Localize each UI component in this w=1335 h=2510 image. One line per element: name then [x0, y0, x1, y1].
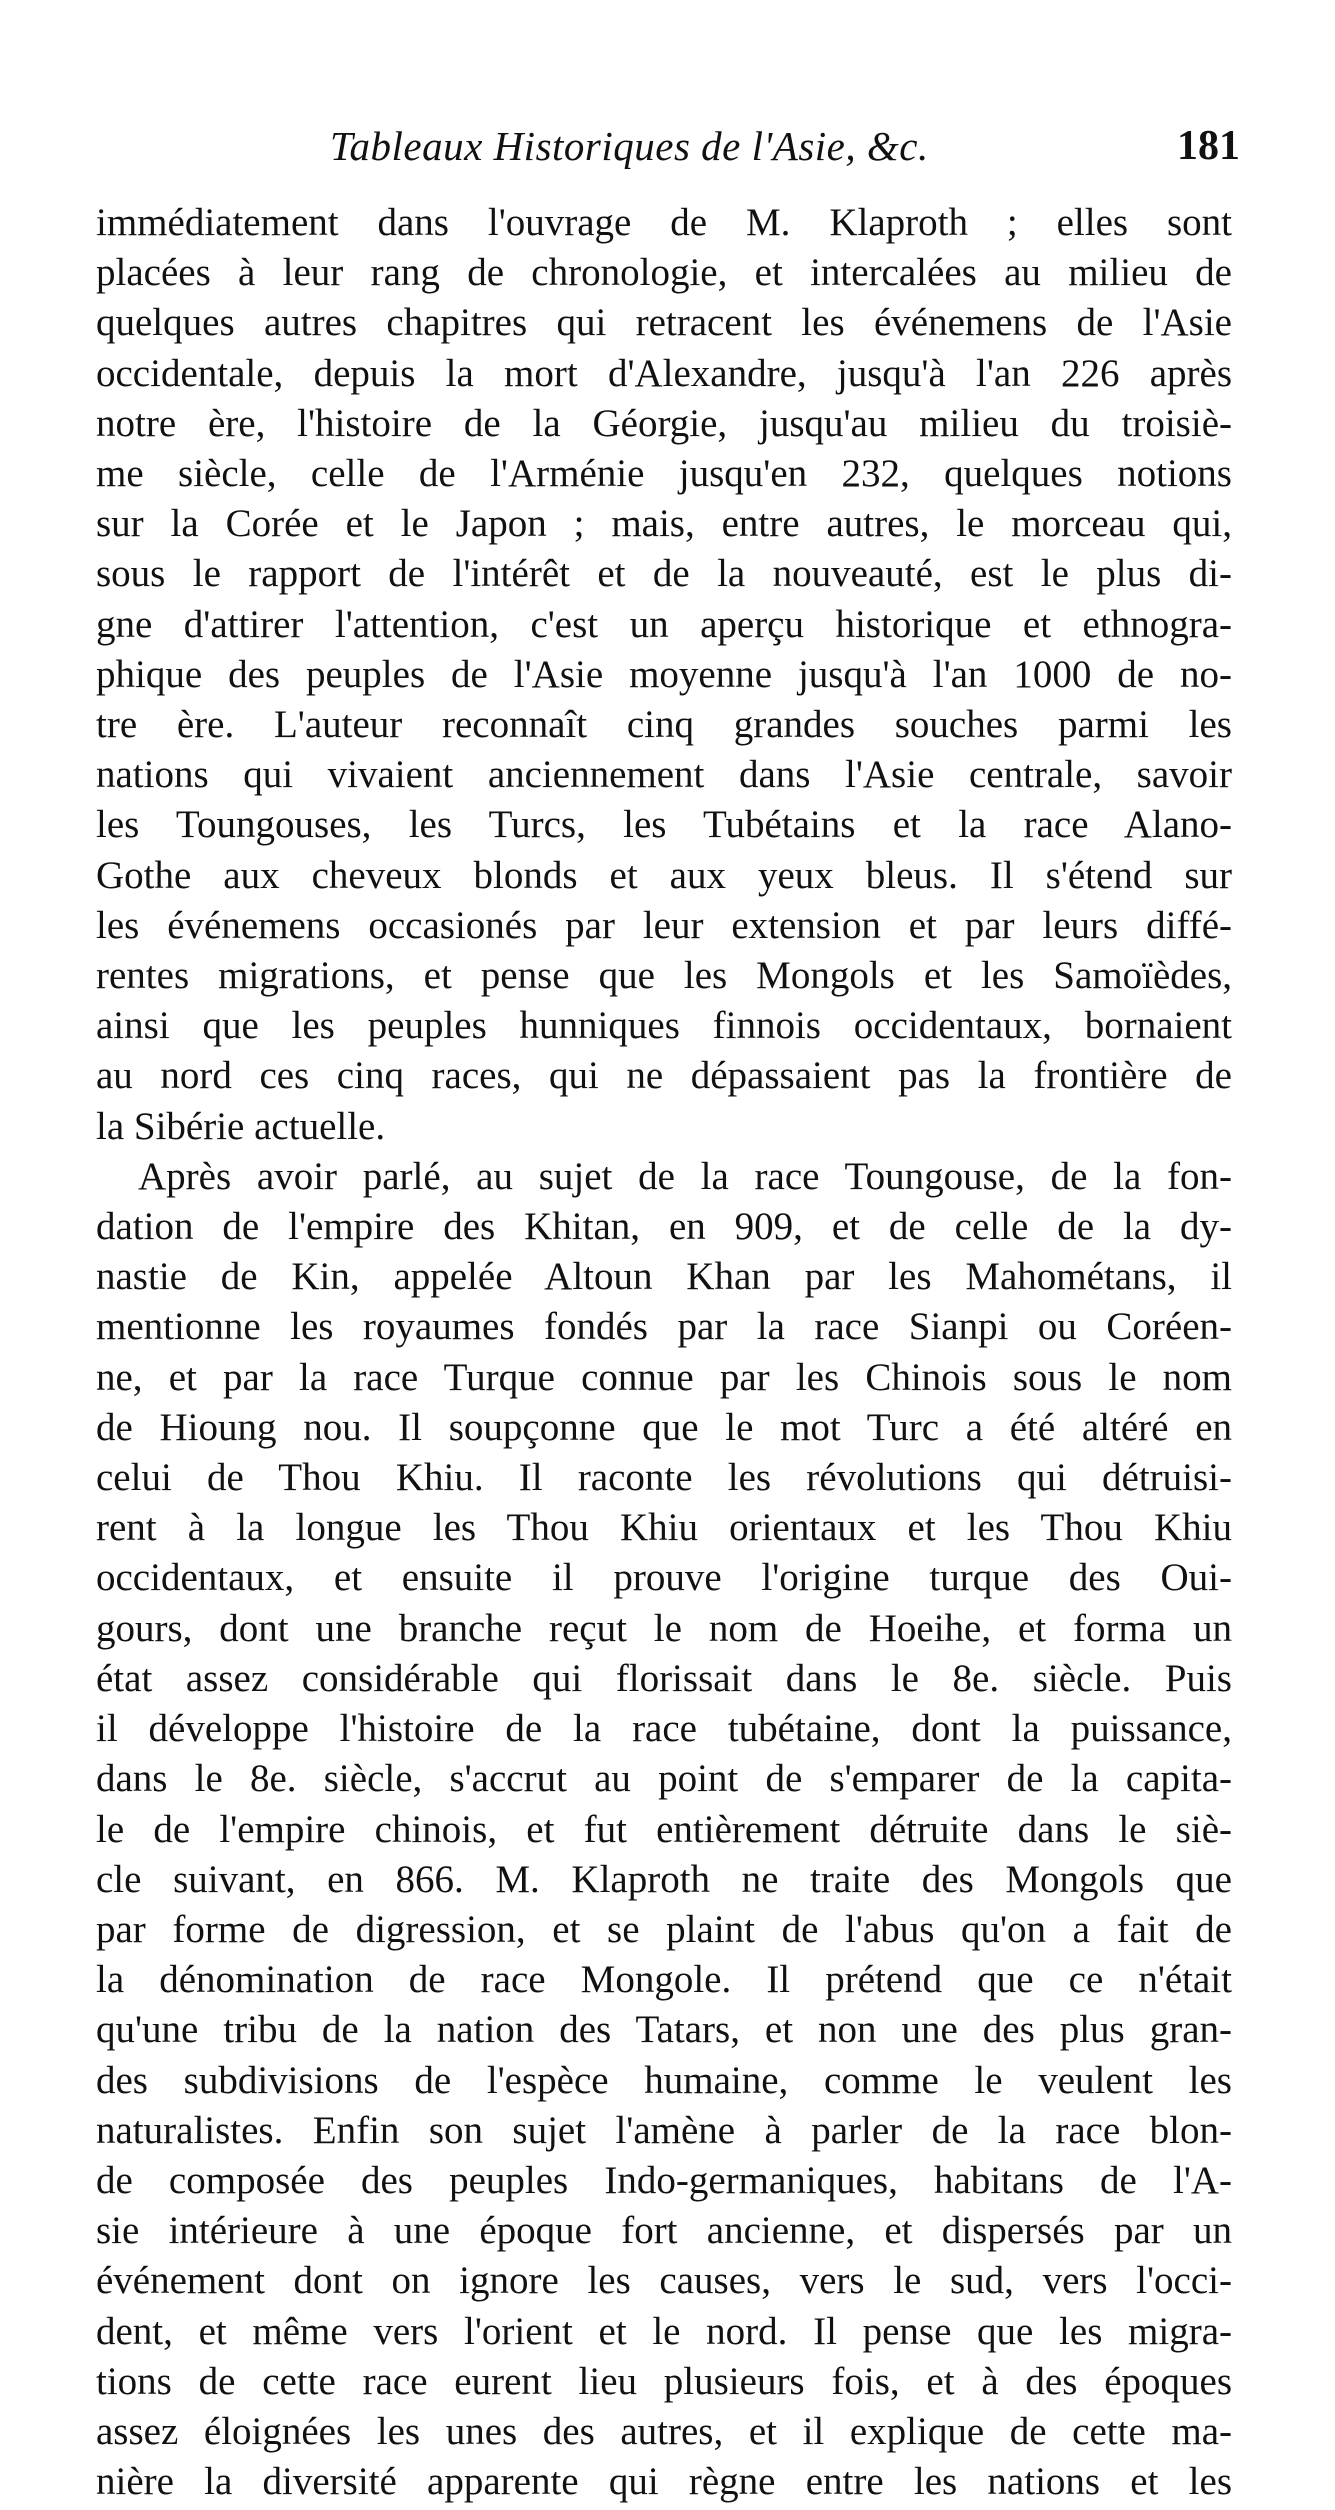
- text-line: nations qui vivaient anciennement dans l'Asie centrale, savoir: [96, 753, 1232, 797]
- text-line: il développe l'histoire de la race tubétaine, dont la puissance,: [96, 1707, 1232, 1751]
- text-line: dent, et même vers l'orient et le nord. Il pense que les migra-: [96, 2309, 1232, 2353]
- text-line: nière la diversité apparente qui règne entre les nations et les: [96, 2460, 1232, 2504]
- text-line: assez éloignées les unes des autres, et il explique de cette ma-: [96, 2409, 1232, 2453]
- text-line: les événemens occasionés par leur extension et par leurs diffé-: [96, 903, 1232, 947]
- text-line: sie intérieure à une époque fort ancienne, et dispersés par un: [96, 2209, 1232, 2253]
- text-line: placées à leur rang de chronologie, et intercalées au milieu de: [96, 251, 1232, 295]
- text-line: événement dont on ignore les causes, vers le sud, vers l'occi-: [96, 2259, 1232, 2303]
- text-line: Gothe aux cheveux blonds et aux yeux bleus. Il s'étend sur: [96, 853, 1232, 897]
- text-line: tions de cette race eurent lieu plusieurs fois, et à des époques: [96, 2359, 1232, 2403]
- text-line: mentionne les royaumes fondés par la race Sianpi ou Coréen-: [96, 1305, 1232, 1349]
- page-header: [300, 122, 1240, 182]
- text-line: cle suivant, en 866. M. Klaproth ne traite des Mongols que: [96, 1857, 1232, 1901]
- text-line: rentes migrations, et pense que les Mongols et les Samoïèdes,: [96, 954, 1232, 998]
- text-line: immédiatement dans l'ouvrage de M. Klaproth ; elles sont: [96, 201, 1232, 244]
- text-line: dans le 8e. siècle, s'accrut au point de s'emparer de la capita-: [96, 1757, 1232, 1801]
- text-line: occidentaux, et ensuite il prouve l'origine turque des Oui-: [96, 1556, 1232, 1600]
- text-line: ainsi que les peuples hunniques finnois occidentaux, bornaient: [96, 1004, 1232, 1048]
- text-line: dation de l'empire des Khitan, en 909, et de celle de la dy-: [96, 1205, 1232, 1249]
- text-line: sur la Corée et le Japon ; mais, entre autres, le morceau qui,: [96, 502, 1232, 546]
- text-line: notre ère, l'histoire de la Géorgie, jusqu'au milieu du troisiè-: [96, 401, 1232, 445]
- text-line: me siècle, celle de l'Arménie jusqu'en 232, quelques notions: [96, 452, 1232, 496]
- text-line: sous le rapport de l'intérêt et de la nouveauté, est le plus di-: [96, 552, 1232, 596]
- text-line: nastie de Kin, appelée Altoun Khan par les Mahométans, il: [96, 1255, 1232, 1299]
- text-line: Après avoir parlé, au sujet de la race Toungouse, de la fon-: [138, 1154, 1232, 1198]
- text-line: au nord ces cinq races, qui ne dépassaient pas la frontière de: [96, 1054, 1232, 1098]
- text-line: naturalistes. Enfin son sujet l'amène à parler de la race blon-: [96, 2108, 1232, 2152]
- text-line: gne d'attirer l'attention, c'est un aperçu historique et ethnogra-: [96, 602, 1232, 646]
- text-line: occidentale, depuis la mort d'Alexandre, jusqu'à l'an 226 après: [96, 351, 1232, 395]
- text-line: la dénomination de race Mongole. Il prétend que ce n'était: [96, 1958, 1232, 2002]
- text-line: rent à la longue les Thou Khiu orientaux et les Thou Khiu: [96, 1506, 1232, 1550]
- text-line: qu'une tribu de la nation des Tatars, et non une des plus gran-: [96, 2008, 1232, 2052]
- running-title: Tableaux Historiques de l'Asie, &c.: [330, 123, 929, 169]
- text-line: de composée des peuples Indo-germaniques, habitans de l'A-: [96, 2158, 1232, 2202]
- body-text: [96, 198, 1232, 2507]
- text-line: celui de Thou Khiu. Il raconte les révolutions qui détruisi-: [96, 1456, 1232, 1500]
- text-line: quelques autres chapitres qui retracent les événemens de l'Asie: [96, 301, 1232, 345]
- paragraph-1: [96, 198, 1232, 1152]
- text-line: de Hioung nou. Il soupçonne que le mot Turc a été altéré en: [96, 1405, 1232, 1449]
- page-number: 181: [1177, 123, 1240, 169]
- text-line: ne, et par la race Turque connue par les Chinois sous le nom: [96, 1355, 1232, 1399]
- text-line: gours, dont une branche reçut le nom de Hoeihe, et forma un: [96, 1606, 1232, 1650]
- text-line: tre ère. L'auteur reconnaît cinq grandes souches parmi les: [96, 703, 1232, 747]
- text-line: le de l'empire chinois, et fut entièrement détruite dans le siè-: [96, 1807, 1232, 1851]
- text-line: la Sibérie actuelle.: [96, 1104, 386, 1148]
- paragraph-2: [96, 1152, 1232, 2507]
- text-line: phique des peuples de l'Asie moyenne jusqu'à l'an 1000 de no-: [96, 652, 1232, 696]
- text-line: des subdivisions de l'espèce humaine, comme le veulent les: [96, 2058, 1232, 2102]
- text-line: les Toungouses, les Turcs, les Tubétains et la race Alano-: [96, 803, 1232, 847]
- text-line: état assez considérable qui florissait dans le 8e. siècle. Puis: [96, 1656, 1232, 1700]
- text-line: par forme de digression, et se plaint de l'abus qu'on a fait de: [96, 1907, 1232, 1951]
